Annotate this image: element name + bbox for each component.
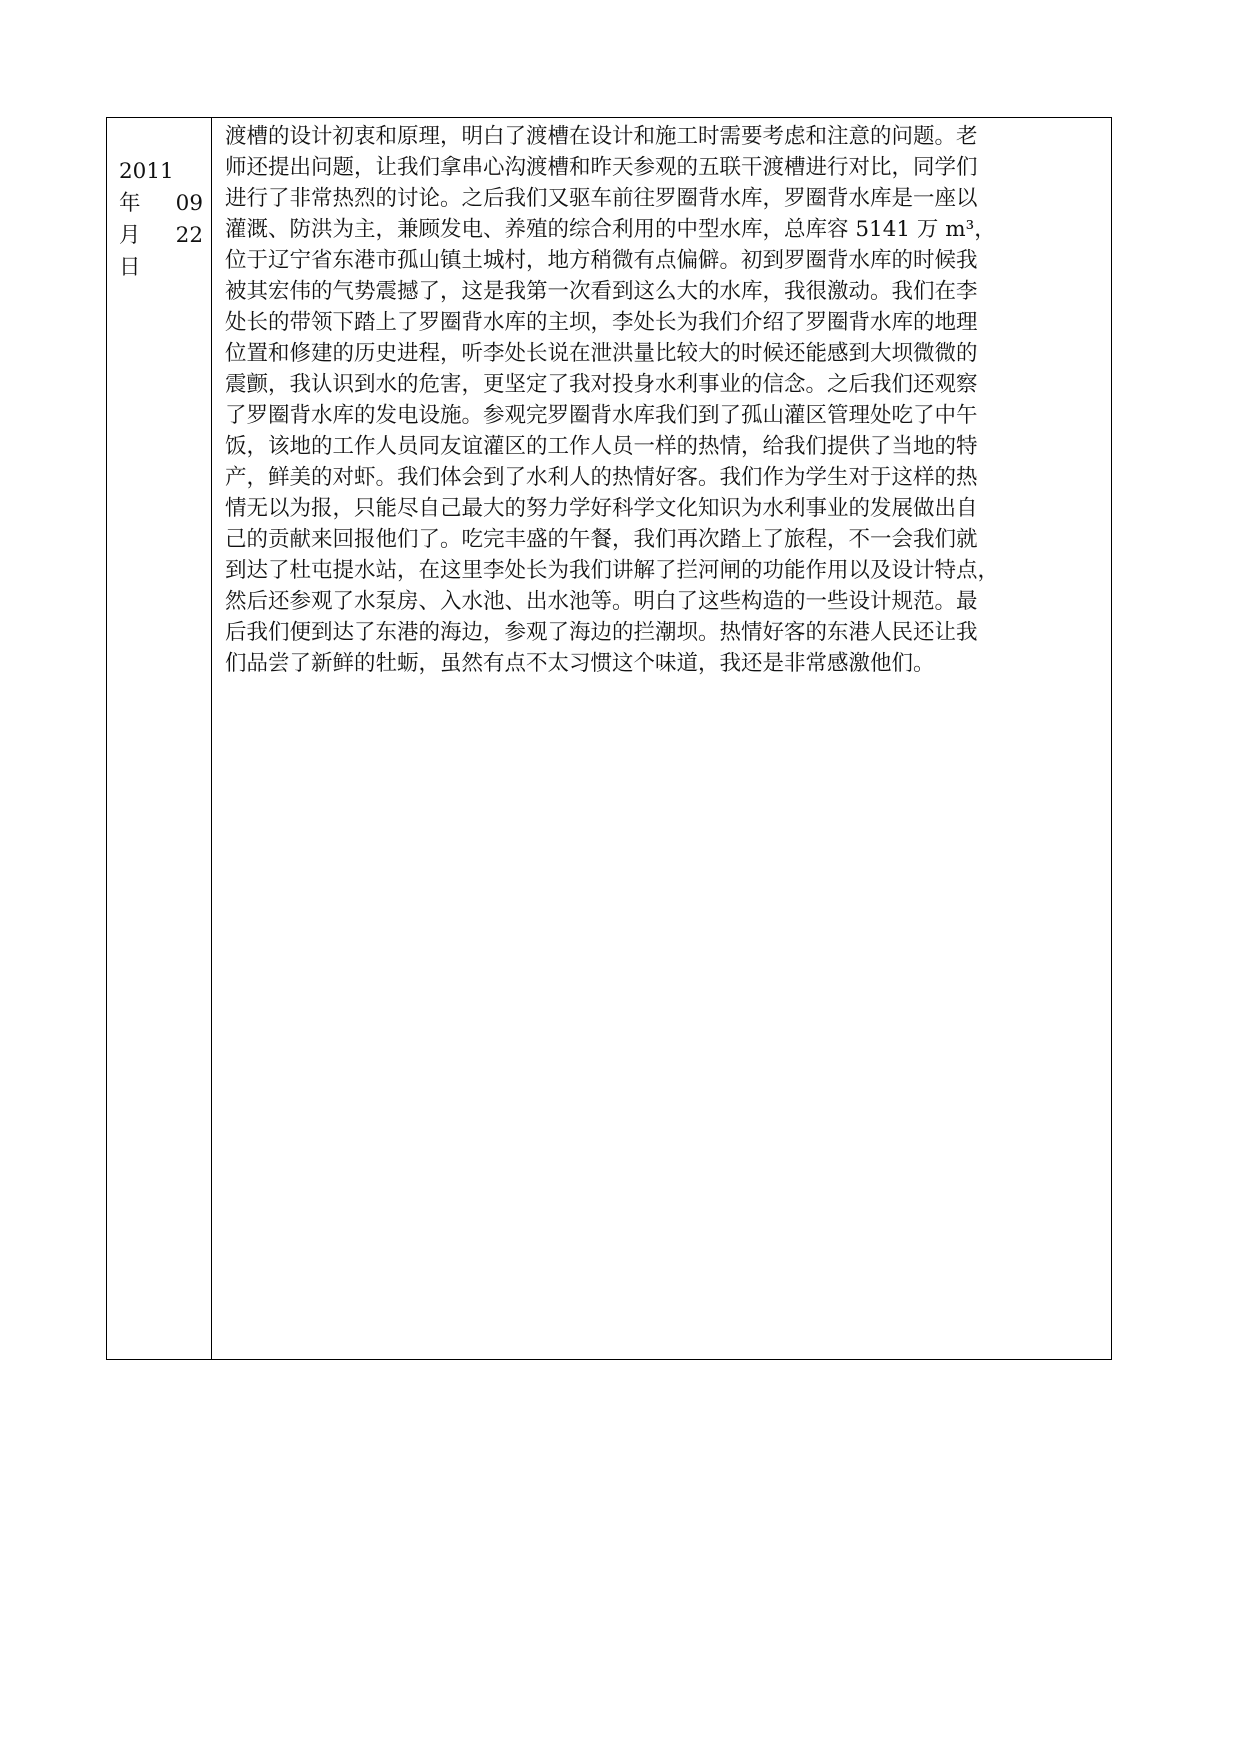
paragraph-line: 了罗圈背水库的发电设施。参观完罗圈背水库我们到了孤山灌区管理处吃了中午	[225, 403, 978, 428]
date-day-suffix: 日	[119, 255, 141, 280]
paragraph-line: 到达了杜屯提水站，在这里李处长为我们讲解了拦河闸的功能作用以及设计特点，	[225, 558, 1000, 583]
paragraph-line: 灌溉、防洪为主，兼顾发电、养殖的综合利用的中型水库，总库容 5141 万 m³，	[225, 217, 996, 242]
paragraph-line: 己的贡献来回报他们了。吃完丰盛的午餐，我们再次踏上了旅程，不一会我们就	[225, 527, 978, 552]
paragraph-line: 饭，该地的工作人员同友谊灌区的工作人员一样的热情，给我们提供了当地的特	[225, 434, 978, 459]
paragraph-line: 被其宏伟的气势震撼了，这是我第一次看到这么大的水库，我很激动。我们在李	[225, 279, 978, 304]
journal-table	[106, 117, 1112, 1360]
paragraph-line: 渡槽的设计初衷和原理，明白了渡槽在设计和施工时需要考虑和注意的问题。老	[225, 124, 978, 149]
date-day-row	[119, 224, 203, 248]
paragraph-line: 位置和修建的历史进程，听李处长说在泄洪量比较大的时候还能感到大坝微微的	[225, 341, 978, 366]
paragraph-line: 进行了非常热烈的讨论。之后我们又驱车前往罗圈背水库，罗圈背水库是一座以	[225, 186, 978, 211]
paragraph-line: 震颤，我认识到水的危害，更坚定了我对投身水利事业的信念。之后我们还观察	[225, 372, 978, 397]
column-divider	[211, 118, 212, 1359]
date-day: 22	[175, 223, 203, 248]
paragraph-line: 位于辽宁省东港市孤山镇土城村，地方稍微有点偏僻。初到罗圈背水库的时候我	[225, 248, 978, 273]
paragraph-line: 们品尝了新鲜的牡蛎，虽然有点不太习惯这个味道，我还是非常感激他们。	[225, 651, 935, 676]
date-month-char: 年	[119, 191, 141, 216]
paragraph-line: 师还提出问题，让我们拿串心沟渡槽和昨天参观的五联干渡槽进行对比，同学们	[225, 155, 978, 180]
paragraph-line: 情无以为报，只能尽自己最大的努力学好科学文化知识为水利事业的发展做出自	[225, 496, 978, 521]
date-day-char: 月	[119, 223, 141, 248]
paragraph-line: 产，鲜美的对虾。我们体会到了水利人的热情好客。我们作为学生对于这样的热	[225, 465, 978, 490]
date-year: 2011	[119, 159, 174, 184]
date-month-row	[119, 192, 203, 216]
content-cell	[213, 118, 1111, 1359]
paragraph-line: 处长的带领下踏上了罗圈背水库的主坝，李处长为我们介绍了罗圈背水库的地理	[225, 310, 978, 335]
date-cell	[107, 118, 211, 1359]
date-month: 09	[175, 191, 203, 216]
paragraph-line: 然后还参观了水泵房、入水池、出水池等。明白了这些构造的一些设计规范。最	[225, 589, 978, 614]
paragraph-line: 后我们便到达了东港的海边，参观了海边的拦潮坝。热情好客的东港人民还让我	[225, 620, 978, 645]
